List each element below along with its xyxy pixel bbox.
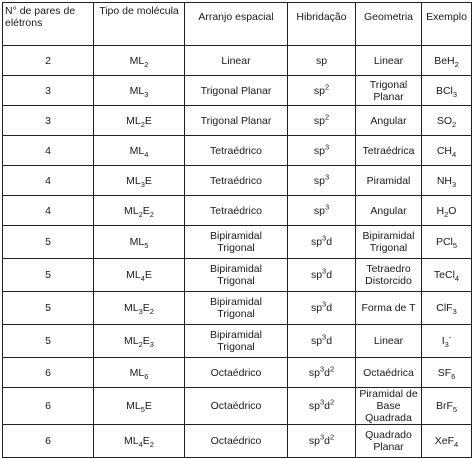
formula-segment: 3 bbox=[324, 172, 330, 181]
cell-hybridization bbox=[288, 166, 356, 196]
formula-segment: 4 bbox=[144, 149, 149, 159]
formula-segment: sp bbox=[313, 174, 325, 187]
formula-segment: 3 bbox=[452, 179, 457, 189]
cell-pairs: 6 bbox=[3, 425, 94, 458]
formula-segment: 4 bbox=[454, 274, 460, 284]
formula-segment: 2 bbox=[454, 59, 459, 69]
cell-example bbox=[422, 106, 472, 136]
formula-segment: 5 bbox=[144, 241, 149, 251]
cell-hybridization bbox=[288, 292, 356, 325]
cell-example bbox=[422, 76, 472, 106]
geometry-line: Quadrado bbox=[365, 429, 412, 441]
geometry-line: Forma de T bbox=[361, 302, 416, 314]
formula-segment: 3 bbox=[322, 266, 327, 276]
arrangement-line: Octaédrico bbox=[210, 435, 262, 447]
formula-segment: E bbox=[142, 302, 150, 314]
cell-arrangement bbox=[185, 76, 288, 106]
geometry-line: Angular bbox=[370, 114, 407, 127]
formula-segment: E bbox=[144, 174, 152, 187]
arrangement-line: Tetraédrico bbox=[210, 204, 262, 217]
cell-geometry bbox=[356, 358, 422, 388]
formula-segment: ClF bbox=[436, 302, 453, 314]
formula-segment: sp bbox=[308, 366, 320, 379]
arrangement-line: Trigonal Planar bbox=[200, 84, 272, 97]
cell-geometry bbox=[356, 76, 422, 106]
cell-hybridization bbox=[288, 226, 356, 259]
formula-segment: ML bbox=[129, 84, 145, 97]
cell-pairs: 3 bbox=[3, 76, 94, 106]
cell-example bbox=[422, 425, 472, 458]
cell-example bbox=[422, 226, 472, 259]
table-body bbox=[3, 46, 472, 458]
formula-segment: d bbox=[326, 335, 333, 347]
formula-segment: d bbox=[324, 435, 330, 447]
formula-segment: BeH bbox=[434, 54, 455, 67]
formula-segment: E bbox=[144, 114, 152, 127]
cell-geometry bbox=[356, 388, 422, 425]
formula-segment: BCl bbox=[435, 84, 453, 97]
cell-pairs: 4 bbox=[3, 136, 94, 166]
cell-example bbox=[422, 292, 472, 325]
formula-segment: 5 bbox=[140, 405, 145, 415]
formula-segment: sp bbox=[310, 335, 323, 347]
cell-geometry bbox=[356, 259, 422, 292]
cell-geometry bbox=[356, 166, 422, 196]
arrangement-line: Trigonal Planar bbox=[200, 114, 272, 127]
arrangement-line: Tetraédrico bbox=[210, 144, 262, 157]
formula-segment: E bbox=[142, 204, 150, 217]
table-row bbox=[3, 292, 472, 325]
cell-example bbox=[422, 358, 472, 388]
cell-hybridization bbox=[288, 196, 356, 226]
arrangement-line: Bipiramidal bbox=[210, 263, 262, 275]
cell-pairs: 5 bbox=[3, 259, 94, 292]
geometry-line: Tetraedro bbox=[366, 263, 411, 275]
formula-segment: sp bbox=[310, 302, 323, 314]
formula-segment: sp bbox=[310, 236, 323, 248]
cell-arrangement bbox=[185, 325, 288, 358]
formula-segment: sp bbox=[313, 114, 325, 127]
cell-arrangement bbox=[185, 388, 288, 425]
formula-segment: 3 bbox=[444, 340, 449, 350]
header-molecule-type: Tipo de molécula bbox=[94, 3, 185, 46]
formula-segment: 3 bbox=[324, 202, 330, 211]
formula-segment: PCl bbox=[435, 236, 453, 248]
arrangement-line: Linear bbox=[221, 54, 251, 67]
formula-segment: 3 bbox=[319, 397, 325, 407]
geometry-line: Piramidal de bbox=[359, 388, 418, 400]
table-row bbox=[3, 46, 472, 76]
cell-example bbox=[422, 196, 472, 226]
cell-molecule-type bbox=[94, 76, 185, 106]
cell-pairs: 2 bbox=[3, 46, 94, 76]
cell-geometry bbox=[356, 46, 422, 76]
cell-arrangement bbox=[185, 259, 288, 292]
cell-arrangement bbox=[185, 425, 288, 458]
formula-segment: 3 bbox=[149, 340, 154, 350]
cell-example bbox=[422, 325, 472, 358]
table-row bbox=[3, 226, 472, 259]
formula-segment: NH bbox=[436, 174, 452, 187]
cell-molecule-type bbox=[94, 106, 185, 136]
formula-segment: 3 bbox=[140, 179, 145, 189]
header-example: Exemplo bbox=[422, 3, 472, 46]
formula-segment: 3 bbox=[322, 299, 327, 309]
formula-segment: H bbox=[436, 204, 445, 217]
formula-segment: sp bbox=[315, 54, 328, 67]
cell-example bbox=[422, 46, 472, 76]
cell-geometry bbox=[356, 226, 422, 259]
formula-segment: E bbox=[144, 400, 152, 412]
formula-segment: 3 bbox=[322, 233, 327, 243]
formula-segment: CH bbox=[436, 144, 452, 157]
formula-segment: ML bbox=[124, 435, 139, 447]
formula-segment: I bbox=[441, 335, 445, 347]
formula-segment: ML bbox=[126, 114, 141, 127]
geometry-line: Tetraédrica bbox=[362, 144, 415, 157]
formula-segment: ML bbox=[129, 54, 145, 67]
table-row bbox=[3, 388, 472, 425]
formula-segment: d bbox=[326, 269, 333, 281]
cell-molecule-type bbox=[94, 46, 185, 76]
cell-example bbox=[422, 166, 472, 196]
formula-segment: sp bbox=[308, 435, 320, 447]
molecular-geometry-table bbox=[2, 2, 472, 458]
formula-segment: ML bbox=[129, 236, 145, 248]
table-row bbox=[3, 358, 472, 388]
formula-segment: sp bbox=[313, 144, 325, 157]
cell-pairs: 4 bbox=[3, 166, 94, 196]
formula-segment: 2 bbox=[329, 364, 335, 373]
table-row bbox=[3, 106, 472, 136]
arrangement-line: Octaédrico bbox=[210, 400, 262, 412]
arrangement-line: Bipiramidal bbox=[210, 230, 262, 242]
arrangement-line: Trigonal bbox=[217, 275, 255, 287]
cell-example bbox=[422, 259, 472, 292]
geometry-line: Linear bbox=[373, 54, 404, 67]
header-arrangement: Arranjo espacial bbox=[185, 3, 288, 46]
formula-segment: TeCl bbox=[433, 269, 455, 281]
cell-pairs: 6 bbox=[3, 358, 94, 388]
arrangement-line: Bipiramidal bbox=[210, 296, 262, 308]
header-geometry: Geometria bbox=[356, 3, 422, 46]
cell-hybridization bbox=[288, 259, 356, 292]
formula-segment: sp bbox=[308, 400, 320, 412]
geometry-line: Trigonal Planar bbox=[369, 78, 408, 103]
cell-arrangement bbox=[185, 136, 288, 166]
geometry-line: Octaédrica bbox=[363, 366, 414, 379]
header-pairs: N° de pares de elétrons bbox=[3, 3, 94, 46]
arrangement-line: Tetraédrico bbox=[210, 174, 262, 187]
cell-molecule-type bbox=[94, 259, 185, 292]
table-row bbox=[3, 76, 472, 106]
table-container bbox=[2, 2, 472, 458]
cell-arrangement bbox=[185, 106, 288, 136]
cell-geometry bbox=[356, 425, 422, 458]
cell-pairs: 5 bbox=[3, 226, 94, 259]
arrangement-line: Octaédrico bbox=[210, 366, 262, 379]
formula-segment: O bbox=[448, 204, 457, 217]
formula-segment: d bbox=[326, 236, 333, 248]
cell-hybridization bbox=[288, 46, 356, 76]
cell-pairs: 5 bbox=[3, 292, 94, 325]
cell-geometry bbox=[356, 106, 422, 136]
table-row bbox=[3, 325, 472, 358]
geometry-line: Planar bbox=[373, 441, 404, 453]
cell-hybridization bbox=[288, 106, 356, 136]
table-row bbox=[3, 136, 472, 166]
cell-arrangement bbox=[185, 358, 288, 388]
formula-segment: E bbox=[142, 435, 150, 447]
header-row bbox=[3, 3, 472, 46]
cell-arrangement bbox=[185, 226, 288, 259]
formula-segment: 2 bbox=[324, 112, 330, 121]
cell-geometry bbox=[356, 292, 422, 325]
formula-segment: XeF bbox=[434, 435, 455, 447]
formula-segment: 3 bbox=[319, 432, 325, 442]
formula-segment: E bbox=[144, 269, 152, 281]
formula-segment: - bbox=[448, 332, 452, 342]
geometry-line: Trigonal bbox=[369, 242, 408, 254]
cell-arrangement bbox=[185, 292, 288, 325]
formula-segment: sp bbox=[313, 204, 325, 217]
table-row bbox=[3, 259, 472, 292]
cell-example bbox=[422, 388, 472, 425]
formula-segment: ML bbox=[124, 335, 139, 347]
formula-segment: d bbox=[324, 366, 330, 379]
formula-segment: ML bbox=[129, 144, 145, 157]
formula-segment: d bbox=[326, 302, 333, 314]
formula-segment: d bbox=[324, 400, 330, 412]
formula-segment: 5 bbox=[452, 241, 458, 251]
cell-hybridization bbox=[288, 388, 356, 425]
cell-pairs: 4 bbox=[3, 196, 94, 226]
formula-segment: sp bbox=[313, 84, 325, 97]
formula-segment: 2 bbox=[452, 119, 457, 129]
cell-arrangement bbox=[185, 166, 288, 196]
formula-segment: 2 bbox=[324, 82, 330, 91]
formula-segment: 2 bbox=[138, 209, 143, 219]
arrangement-line: Trigonal bbox=[217, 242, 255, 254]
cell-hybridization bbox=[288, 76, 356, 106]
formula-segment: 2 bbox=[144, 59, 149, 69]
formula-segment: 3 bbox=[452, 307, 457, 317]
cell-geometry bbox=[356, 325, 422, 358]
formula-segment: E bbox=[142, 335, 150, 347]
cell-hybridization bbox=[288, 358, 356, 388]
formula-segment: 6 bbox=[451, 371, 456, 381]
formula-segment: 2 bbox=[149, 307, 154, 317]
geometry-line: Base Quadrada bbox=[365, 400, 412, 424]
cell-molecule-type bbox=[94, 196, 185, 226]
cell-molecule-type bbox=[94, 325, 185, 358]
cell-pairs: 3 bbox=[3, 106, 94, 136]
formula-segment: 3 bbox=[319, 364, 325, 373]
cell-example bbox=[422, 136, 472, 166]
arrangement-line: Trigonal bbox=[217, 341, 255, 353]
arrangement-line: Bipiramidal bbox=[210, 329, 262, 341]
formula-segment: 2 bbox=[329, 397, 335, 407]
formula-segment: sp bbox=[310, 269, 323, 281]
formula-segment: 4 bbox=[138, 440, 143, 450]
formula-segment: 3 bbox=[322, 332, 327, 342]
geometry-line: Angular bbox=[370, 204, 407, 217]
cell-molecule-type bbox=[94, 166, 185, 196]
header-hybridization: Hibridação bbox=[288, 3, 356, 46]
formula-segment: ML bbox=[124, 204, 139, 217]
formula-segment: 4 bbox=[452, 149, 457, 159]
cell-molecule-type bbox=[94, 425, 185, 458]
formula-segment: 4 bbox=[140, 274, 145, 284]
formula-segment: SF bbox=[437, 366, 452, 379]
table-row bbox=[3, 196, 472, 226]
formula-segment: 6 bbox=[144, 371, 149, 381]
formula-segment: BrF bbox=[435, 400, 453, 412]
cell-molecule-type bbox=[94, 292, 185, 325]
geometry-line: Bipiramidal bbox=[362, 230, 415, 242]
table-row bbox=[3, 425, 472, 458]
arrangement-line: Trigonal bbox=[217, 308, 255, 320]
formula-segment: ML bbox=[126, 269, 141, 281]
cell-arrangement bbox=[185, 196, 288, 226]
formula-segment: 3 bbox=[324, 142, 330, 151]
formula-segment: 2 bbox=[149, 440, 154, 450]
formula-segment: 4 bbox=[454, 440, 459, 450]
table-row bbox=[3, 166, 472, 196]
formula-segment: 2 bbox=[444, 209, 449, 219]
geometry-line: Linear bbox=[373, 335, 404, 347]
cell-pairs: 6 bbox=[3, 388, 94, 425]
cell-molecule-type bbox=[94, 226, 185, 259]
formula-segment: 3 bbox=[144, 89, 149, 99]
formula-segment: 2 bbox=[138, 340, 143, 350]
formula-segment: 3 bbox=[452, 89, 458, 99]
cell-geometry bbox=[356, 136, 422, 166]
formula-segment: SO bbox=[436, 114, 452, 127]
cell-pairs: 5 bbox=[3, 325, 94, 358]
cell-molecule-type bbox=[94, 358, 185, 388]
geometry-line: Piramidal bbox=[366, 174, 411, 187]
formula-segment: 5 bbox=[452, 405, 458, 415]
cell-hybridization bbox=[288, 325, 356, 358]
formula-segment: 2 bbox=[149, 209, 154, 219]
cell-hybridization bbox=[288, 425, 356, 458]
formula-segment: 2 bbox=[329, 432, 335, 442]
formula-segment: ML bbox=[126, 400, 141, 412]
cell-hybridization bbox=[288, 136, 356, 166]
cell-geometry bbox=[356, 196, 422, 226]
formula-segment: 2 bbox=[140, 119, 145, 129]
formula-segment: 3 bbox=[138, 307, 143, 317]
formula-segment: ML bbox=[126, 174, 141, 187]
cell-molecule-type bbox=[94, 388, 185, 425]
cell-arrangement bbox=[185, 46, 288, 76]
geometry-line: Distorcido bbox=[365, 275, 412, 287]
formula-segment: ML bbox=[124, 302, 139, 314]
cell-molecule-type bbox=[94, 136, 185, 166]
formula-segment: ML bbox=[129, 366, 145, 379]
